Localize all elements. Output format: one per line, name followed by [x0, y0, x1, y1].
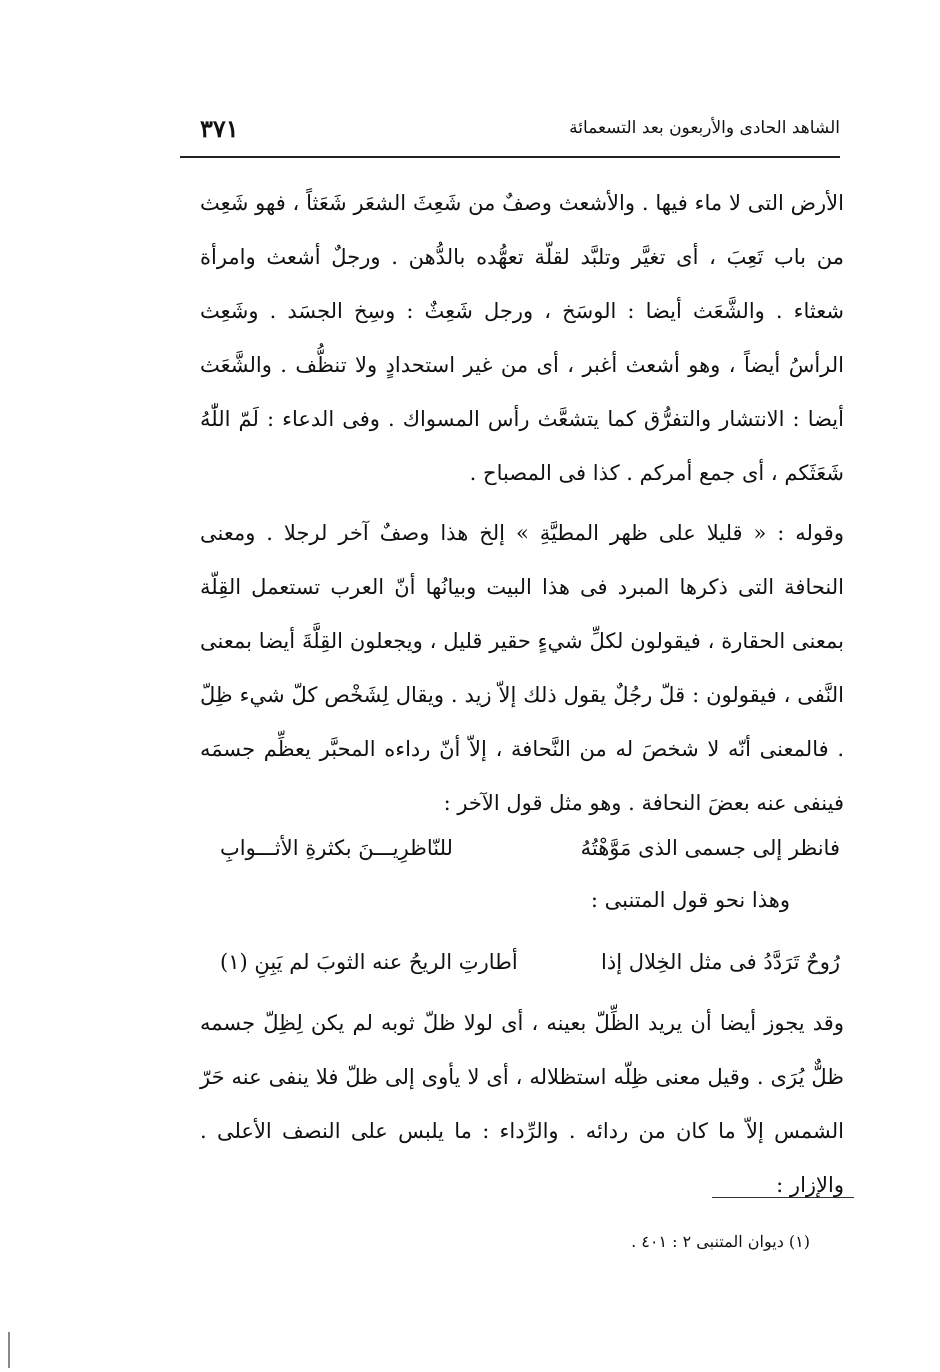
verse-2 [220, 940, 840, 984]
running-header [200, 108, 840, 148]
verse-2-second-hemistich: أطارتِ الريحُ عنه الثوبَ لم يَبِنِ (١) [220, 950, 518, 974]
paragraph-1: الأرض التى لا ماء فيها . والأشعث وصفٌ من شَعِثَ الشعَر شَعَثاً ، فهو شَعِث من باب تَعِبَ ، أى تغيَّر وتلبَّد لقلّة تعهُّده بالدُّهن . ورجلٌ أشعث وامرأة شعثاء . والشَّعَث أيضا : الوسَخ ، ورجل شَعِثٌ : وسِخ الجسَد . وشَعِث الرأسُ أيضاً ، وهو أشعث أغبر ، أى من غير استحدادٍ ولا تنظُّف . والشَّعَث أيضا : الانتشار والتفرُّق كما يتشعَّث رأس المسواك . وفى الدعاء : لَمّ اللّٰهُ شَعَثَكم ، أى جمع أمركم . كذا فى المصباح . [200, 191, 844, 485]
header-rule [180, 156, 840, 158]
page-number: ٣٧١ [200, 113, 239, 143]
running-title: الشاهد الحادى والأربعون بعد التسعمائة [569, 118, 840, 138]
verse-1-second-hemistich: للنّاظرِيـــنَ بكثرةِ الأثـــوابِ [220, 836, 453, 860]
verse-1-first-hemistich: فانظر إلى جسمى الذى مَوَّهْتُهُ [580, 836, 840, 860]
footnote-rule [712, 1197, 854, 1198]
verse-2-first-hemistich: رُوحٌ تَرَدَّدُ فى مثل الخِلال إذا [601, 950, 840, 974]
paragraph-2: وقوله : « قليلا على ظهر المطيَّةِ » إلخ هذا وصفٌ آخر لرجلا . ومعنى النحافة التى ذكرها المبرد فى هذا البيت وبيانُها أنّ العرب تستعمل القِلّة بمعنى الحقارة ، فيقولون لكلِّ شيءٍ حقير قليل ، ويجعلون القِلَّةَ أيضا بمعنى النَّفى ، فيقولون : قلّ رجُلٌ يقول ذلك إلاّ زيد . ويقال لِشَخْص كلّ شيء ظِلّ . فالمعنى أنّه لا شخصَ له من النَّحافة ، إلاّ أنّ رداءه المحبَّر يعظِّم جسمَه فينفى عنه بعضَ النحافة . وهو مثل قول الآخر : [200, 521, 844, 815]
paragraph-3: وقد يجوز أيضا أن يريد الظِّلّ بعينه ، أى لولا ظلّ ثوبه لم يكن لِظِلّ جسمه ظلٌّ يُرَى . وقيل معنى ظِلّه استظلاله ، أى لا يأوى إلى ظلّ فلا ينفى عنه حَرّ الشمس إلاّ ما كان من ردائه . والرِّداء : ما يلبس على النصف الأعلى . والإزار : [200, 1011, 844, 1197]
verse-1 [220, 826, 840, 870]
footnote: (١) ديوان المتنبى ٢ : ٤٠١ . [631, 1232, 810, 1251]
verse-intro: وهذا نحو قول المتنبى : [590, 888, 790, 912]
scan-edge-mark [8, 1332, 10, 1368]
